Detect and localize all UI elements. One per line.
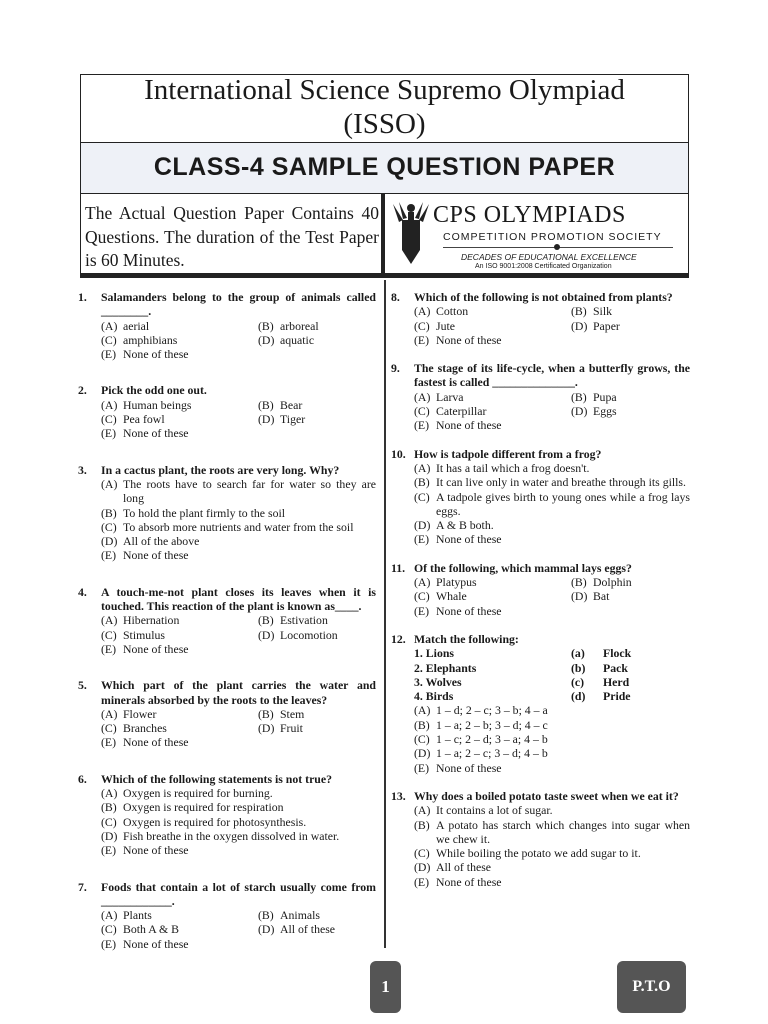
question-text: Foods that contain a lot of starch usually come from ____________.: [101, 879, 376, 908]
answer-option: [258, 721, 376, 735]
match-table: [414, 646, 690, 703]
option-text: Cotton: [436, 304, 469, 319]
options-grid: [101, 908, 376, 951]
question-text: Which of the following is not obtained from plants?: [414, 290, 673, 304]
option-text: Silk: [593, 304, 613, 319]
answer-option: [414, 475, 690, 489]
question-text: Match the following:: [414, 631, 519, 646]
answer-option: [414, 404, 571, 418]
match-cell: Flock: [603, 646, 632, 661]
option-letter: (A): [101, 476, 118, 491]
answer-option: [101, 829, 376, 843]
option-text: Oxygen is required for burning.: [123, 786, 273, 801]
answer-option: [414, 846, 690, 860]
options-list: [101, 477, 376, 563]
answer-option: [101, 628, 258, 642]
answer-option: [101, 534, 376, 548]
answer-option: [101, 506, 376, 520]
question-text: How is tadpole different from a frog?: [414, 446, 602, 461]
option-text: Stem: [280, 706, 305, 721]
option-text: All of these: [436, 860, 492, 875]
option-text: A potato has starch which changes into sugar when we chew it.: [436, 817, 690, 846]
option-text: Larva: [436, 389, 464, 404]
answer-option: [101, 908, 258, 922]
answer-option: [101, 398, 258, 412]
question-text: Pick the odd one out.: [101, 383, 207, 398]
match-cell: 1. Lions: [414, 646, 454, 661]
option-text: Dolphin: [593, 575, 632, 590]
option-letter: (E): [414, 874, 430, 889]
question-item: [78, 772, 376, 858]
match-cell: 3. Wolves: [414, 674, 462, 689]
info-divider: [381, 194, 385, 273]
question-item: [391, 447, 690, 547]
column-divider: [384, 280, 386, 948]
title-box: [80, 74, 689, 143]
question-number: 10.: [391, 446, 406, 461]
question-number: 6.: [78, 771, 87, 786]
page-subtitle: (ISSO): [343, 108, 426, 140]
option-text: None of these: [123, 735, 189, 750]
option-text: Human beings: [123, 397, 192, 412]
option-text: Oxygen is required for photosynthesis.: [123, 814, 307, 829]
question-text: The stage of its life-cycle, when a butterfly grows, the fastest is called ______________.: [414, 361, 690, 390]
option-letter: (C): [101, 332, 117, 347]
answer-option: [414, 490, 690, 519]
answer-option: [571, 404, 690, 418]
question-number: 9.: [391, 361, 400, 376]
option-text: Fruit: [280, 721, 303, 736]
question-item: [78, 678, 376, 749]
answer-option: [258, 398, 376, 412]
answer-option: [258, 908, 376, 922]
match-cell: (a): [571, 646, 585, 661]
option-letter: (B): [571, 389, 587, 404]
option-text: While boiling the potato we add sugar to it.: [436, 846, 641, 861]
option-text: None of these: [436, 332, 502, 347]
answer-option: [101, 412, 258, 426]
answer-option: [258, 922, 376, 936]
question-text: Salamanders belong to the group of animals called ________.: [101, 290, 376, 319]
match-cell: Pack: [603, 660, 628, 675]
answer-option: [414, 461, 690, 475]
answer-option: [414, 418, 571, 432]
answer-option: [414, 304, 571, 318]
option-letter: (D): [571, 318, 588, 333]
option-text: None of these: [436, 532, 502, 547]
option-letter: (A): [101, 613, 118, 628]
option-text: 1 – c; 2 – d; 3 – a; 4 – b: [436, 732, 548, 747]
option-text: None of these: [436, 874, 502, 889]
paper-header: [80, 74, 689, 278]
option-text: Jute: [436, 318, 456, 333]
torch-hands-icon: [389, 198, 433, 268]
option-letter: (B): [258, 318, 274, 333]
question-text: In a cactus plant, the roots are very long. Why?: [101, 462, 340, 477]
option-text: Pupa: [593, 389, 617, 404]
option-letter: (C): [414, 318, 430, 333]
answer-option: [414, 518, 690, 532]
answer-option: [414, 703, 690, 717]
option-letter: (B): [258, 397, 274, 412]
option-text: Fish breathe in the oxygen dissolved in water.: [123, 828, 340, 843]
answer-option: [414, 875, 690, 889]
info-row: [80, 194, 689, 278]
question-text: Which part of the plant carries the water and minerals absorbed by the roots to the leaves?: [101, 678, 376, 707]
options-list: [414, 803, 690, 889]
answer-option: [414, 732, 690, 746]
question-item: [78, 463, 376, 563]
option-text: None of these: [123, 843, 189, 858]
answer-option: [258, 707, 376, 721]
question-number: 13.: [391, 788, 406, 803]
options-grid: [414, 390, 690, 433]
option-text: None of these: [123, 426, 189, 441]
option-letter: (A): [101, 908, 118, 923]
option-letter: (E): [101, 641, 117, 656]
option-text: Estivation: [280, 613, 328, 628]
answer-option: [414, 390, 571, 404]
options-list: [101, 786, 376, 857]
option-text: All of the above: [123, 534, 200, 549]
option-text: Plants: [123, 908, 152, 923]
question-number: 11.: [391, 560, 406, 575]
option-text: A tadpole gives birth to young ones while a frog lays eggs.: [436, 489, 690, 518]
answer-option: [571, 575, 690, 589]
option-letter: (A): [414, 703, 431, 718]
option-letter: (A): [414, 304, 431, 319]
question-number: 7.: [78, 879, 87, 894]
option-letter: (C): [414, 589, 430, 604]
cps-logo: [389, 198, 687, 272]
question-item: [391, 361, 690, 432]
answer-option: [258, 333, 376, 347]
option-text: The roots have to search far for water so they are long: [123, 476, 376, 506]
option-text: 1 – a; 2 – c; 3 – d; 4 – b: [436, 746, 548, 761]
question-number: 3.: [78, 462, 87, 477]
option-letter: (B): [101, 800, 117, 815]
question-item: [391, 290, 690, 347]
answer-option: [414, 803, 690, 817]
match-cell: 4. Birds: [414, 689, 454, 704]
answer-option: [101, 477, 376, 506]
answer-option: [101, 922, 258, 936]
option-letter: (B): [414, 717, 430, 732]
options-grid: [101, 613, 376, 656]
answer-option: [101, 800, 376, 814]
logo-iso: An ISO 9001:2008 Certificated Organization: [475, 263, 612, 270]
answer-option: [258, 628, 376, 642]
option-letter: (C): [101, 412, 117, 427]
option-text: Both A & B: [123, 922, 180, 937]
option-letter: (D): [258, 922, 275, 937]
option-text: amphibians: [123, 332, 178, 347]
option-letter: (A): [101, 318, 118, 333]
option-letter: (D): [571, 404, 588, 419]
option-letter: (B): [258, 613, 274, 628]
pto-label: P.T.O: [617, 961, 686, 1013]
option-text: None of these: [123, 548, 189, 563]
option-letter: (A): [101, 786, 118, 801]
option-letter: (A): [414, 575, 431, 590]
option-letter: (E): [414, 603, 430, 618]
match-cell: (d): [571, 689, 586, 704]
logo-name: CPS OLYMPIADS: [433, 202, 626, 228]
question-number: 4.: [78, 584, 87, 599]
match-cell: (b): [571, 660, 586, 675]
question-text: A touch-me-not plant closes its leaves when it is touched. This reaction of the plant is known as____.: [101, 584, 376, 614]
page-number: 1: [370, 961, 401, 1013]
option-text: None of these: [436, 760, 502, 775]
options-grid: [414, 304, 690, 347]
option-letter: (B): [414, 817, 430, 832]
option-text: None of these: [123, 936, 189, 951]
answer-option: [414, 604, 571, 618]
class-title: CLASS-4 SAMPLE QUESTION PAPER: [80, 143, 689, 194]
answer-option: [101, 347, 258, 361]
option-letter: (C): [414, 489, 430, 504]
answer-option: [258, 319, 376, 333]
answer-option: [101, 426, 258, 440]
option-letter: (D): [258, 627, 275, 642]
option-letter: (E): [101, 426, 117, 441]
option-text: Pea fowl: [123, 412, 165, 427]
option-letter: (D): [414, 518, 431, 533]
options-grid: [101, 707, 376, 750]
option-letter: (D): [101, 534, 118, 549]
question-item: [391, 632, 690, 775]
question-number: 2.: [78, 383, 87, 398]
option-letter: (B): [571, 575, 587, 590]
option-letter: (E): [414, 532, 430, 547]
option-text: Paper: [593, 318, 620, 333]
question-item: [78, 585, 376, 656]
option-text: arboreal: [280, 318, 319, 333]
option-text: aerial: [123, 318, 150, 333]
option-text: It can live only in water and breathe through its gills.: [436, 475, 686, 490]
answer-option: [571, 390, 690, 404]
options-grid: [101, 398, 376, 441]
option-text: Platypus: [436, 575, 477, 590]
option-letter: (A): [414, 460, 431, 475]
option-letter: (C): [414, 404, 430, 419]
option-text: It has a tail which a frog doesn't.: [436, 460, 590, 475]
option-text: Eggs: [593, 404, 617, 419]
question-number: 1.: [78, 290, 87, 304]
option-letter: (B): [571, 304, 587, 319]
option-text: It contains a lot of sugar.: [436, 803, 553, 818]
option-letter: (E): [101, 735, 117, 750]
option-letter: (C): [101, 922, 117, 937]
answer-option: [258, 613, 376, 627]
answer-option: [414, 532, 690, 546]
option-letter: (E): [101, 936, 117, 951]
option-letter: (A): [101, 397, 118, 412]
match-cell: (c): [571, 674, 585, 689]
option-text: All of these: [280, 922, 336, 937]
options-grid: [414, 575, 690, 618]
option-text: Branches: [123, 721, 167, 736]
option-letter: (E): [414, 418, 430, 433]
option-letter: (B): [258, 908, 274, 923]
option-text: None of these: [123, 347, 189, 362]
logo-dot: [554, 244, 560, 250]
answer-option: [571, 589, 690, 603]
answer-option: [414, 575, 571, 589]
question-number: 5.: [78, 678, 87, 693]
option-letter: (C): [101, 814, 117, 829]
match-cell: 2. Elephants: [414, 660, 477, 675]
option-text: Hibernation: [123, 613, 180, 628]
options-grid: [101, 319, 376, 362]
option-text: None of these: [123, 641, 189, 656]
answer-option: [101, 721, 258, 735]
answer-option: [414, 860, 690, 874]
answer-option: [414, 589, 571, 603]
question-item: [78, 383, 376, 440]
answer-option: [414, 818, 690, 847]
match-cell: Pride: [603, 689, 631, 704]
questions-left-column: [78, 290, 376, 951]
questions-right-column: [391, 290, 690, 889]
option-letter: (E): [414, 332, 430, 347]
option-letter: (C): [101, 627, 117, 642]
option-letter: (E): [101, 347, 117, 362]
option-letter: (D): [258, 332, 275, 347]
option-text: Flower: [123, 706, 157, 721]
logo-society: COMPETITION PROMOTION SOCIETY: [443, 231, 662, 243]
option-letter: (E): [101, 548, 117, 563]
option-letter: (D): [571, 589, 588, 604]
question-item: [391, 561, 690, 618]
answer-option: [101, 735, 258, 749]
option-letter: (C): [101, 519, 117, 534]
option-text: Caterpillar: [436, 404, 487, 419]
option-letter: (D): [414, 860, 431, 875]
option-text: 1 – a; 2 – b; 3 – d; 4 – c: [436, 717, 548, 732]
logo-tagline: DECADES OF EDUCATIONAL EXCELLENCE: [461, 252, 637, 262]
option-letter: (C): [101, 721, 117, 736]
duration-info: The Actual Question Paper Contains 40 Questions. The duration of the Test Paper is 60 Minutes.: [85, 203, 379, 270]
option-text: Animals: [280, 908, 320, 923]
question-number: 8.: [391, 290, 400, 304]
option-letter: (A): [101, 706, 118, 721]
question-text: Why does a boiled potato taste sweet when we eat it?: [414, 788, 679, 803]
question-text: Of the following, which mammal lays eggs?: [414, 560, 632, 575]
question-item: [391, 789, 690, 889]
answer-option: [101, 786, 376, 800]
answer-option: [571, 319, 690, 333]
question-text: Which of the following statements is not true?: [101, 771, 333, 786]
answer-option: [414, 718, 690, 732]
question-item: [78, 290, 376, 361]
option-text: aquatic: [280, 332, 315, 347]
answer-option: [101, 843, 376, 857]
option-letter: (B): [414, 475, 430, 490]
question-number: 12.: [391, 631, 406, 646]
option-text: Stimulus: [123, 627, 165, 642]
option-text: Oxygen is required for respiration: [123, 800, 284, 815]
options-list: [414, 703, 690, 774]
option-text: A & B both.: [436, 518, 494, 533]
option-letter: (D): [414, 746, 431, 761]
question-item: [78, 880, 376, 951]
option-text: Tiger: [280, 412, 306, 427]
option-text: To hold the plant firmly to the soil: [123, 505, 286, 520]
match-cell: Herd: [603, 674, 630, 689]
option-text: Bear: [280, 397, 303, 412]
option-text: None of these: [436, 418, 502, 433]
answer-option: [101, 520, 376, 534]
answer-option: [414, 319, 571, 333]
page-title: International Science Supremo Olympiad: [144, 74, 625, 106]
answer-option: [414, 761, 690, 775]
option-letter: (B): [101, 505, 117, 520]
answer-option: [101, 548, 376, 562]
answer-option: [101, 815, 376, 829]
option-text: 1 – d; 2 – c; 3 – b; 4 – a: [436, 703, 548, 718]
option-letter: (C): [414, 846, 430, 861]
option-text: Bat: [593, 589, 610, 604]
option-letter: (A): [414, 389, 431, 404]
option-letter: (B): [258, 706, 274, 721]
option-letter: (E): [101, 843, 117, 858]
answer-option: [101, 333, 258, 347]
answer-option: [101, 642, 258, 656]
answer-option: [101, 319, 258, 333]
options-list: [414, 461, 690, 547]
option-letter: (D): [258, 721, 275, 736]
answer-option: [258, 412, 376, 426]
option-letter: (A): [414, 803, 431, 818]
answer-option: [571, 304, 690, 318]
option-letter: (E): [414, 760, 430, 775]
option-text: Whale: [436, 589, 467, 604]
option-letter: (D): [101, 828, 118, 843]
answer-option: [101, 707, 258, 721]
option-letter: (D): [258, 412, 275, 427]
answer-option: [101, 937, 258, 951]
option-text: None of these: [436, 603, 502, 618]
answer-option: [414, 746, 690, 760]
option-text: To absorb more nutrients and water from the soil: [123, 519, 354, 534]
answer-option: [101, 613, 258, 627]
option-letter: (C): [414, 732, 430, 747]
answer-option: [414, 333, 571, 347]
option-text: Locomotion: [280, 627, 338, 642]
